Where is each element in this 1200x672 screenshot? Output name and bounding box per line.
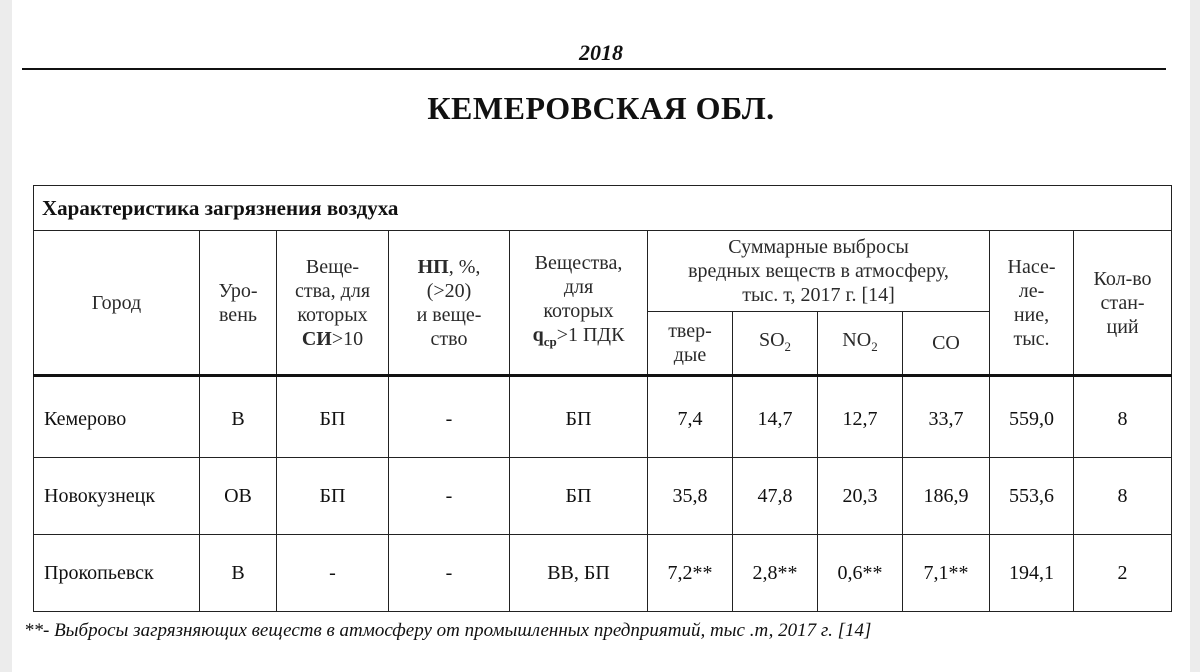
footnote: **- Выбросы загрязняющих веществ в атмосферу от промышленных предприятий, тыс .т, 2017 г. [14] <box>24 620 872 641</box>
cell-solid: 7,2** <box>648 535 733 612</box>
cell-np: - <box>389 458 510 535</box>
cell-so2: 47,8 <box>733 458 818 535</box>
header-so2-text: SO <box>758 328 785 351</box>
cell-population: 553,6 <box>990 458 1074 535</box>
header-co: CO <box>903 312 990 376</box>
header-city: Город <box>34 231 200 376</box>
cell-no2: 20,3 <box>818 458 903 535</box>
cell-city: Кемерово <box>34 376 200 458</box>
header-si <box>277 231 389 376</box>
cell-level: В <box>200 376 277 458</box>
header-population: Насе- ле- ние, тыс. <box>990 231 1074 376</box>
header-np <box>389 231 510 376</box>
cell-stations: 8 <box>1074 376 1172 458</box>
header-si-text: Веще- ства, для которых <box>294 255 371 326</box>
cell-q: ВВ, БП <box>510 535 648 612</box>
cell-no2: 12,7 <box>818 376 903 458</box>
cell-solid: 35,8 <box>648 458 733 535</box>
table-caption: Характеристика загрязнения воздуха <box>34 186 1172 231</box>
air-pollution-table <box>33 185 1172 612</box>
table-row <box>34 376 1172 458</box>
header-q-sub: ср <box>543 334 557 349</box>
cell-city: Новокузнецк <box>34 458 200 535</box>
cell-q: БП <box>510 376 648 458</box>
header-so2-sub: 2 <box>784 338 792 354</box>
header-so2 <box>733 312 818 376</box>
header-no2-sub: 2 <box>871 338 878 354</box>
header-np-bold: НП <box>417 255 449 278</box>
cell-level: В <box>200 535 277 612</box>
cell-no2: 0,6** <box>818 535 903 612</box>
cell-population: 194,1 <box>990 535 1074 612</box>
header-rule <box>22 68 1166 70</box>
header-no2-text: NO <box>842 328 872 351</box>
cell-population: 559,0 <box>990 376 1074 458</box>
cell-so2: 2,8** <box>733 535 818 612</box>
region-title: КЕМЕРОВСКАЯ ОБЛ. <box>427 90 775 126</box>
header-stations: Кол-во стан- ций <box>1074 231 1172 376</box>
header-q <box>510 231 648 376</box>
cell-so2: 14,7 <box>733 376 818 458</box>
header-solid: твер- дые <box>648 312 733 376</box>
cell-si: БП <box>277 458 389 535</box>
cell-np: - <box>389 376 510 458</box>
header-q-text: Вещества, для которых <box>534 252 623 322</box>
cell-solid: 7,4 <box>648 376 733 458</box>
document-page <box>12 0 1190 672</box>
year-heading: 2018 <box>579 40 623 65</box>
header-no2 <box>818 312 903 376</box>
header-emissions: Суммарные выбросы вредных веществ в атмосферу, тыс. т, 2017 г. [14] <box>648 231 990 312</box>
cell-co: 7,1** <box>903 535 990 612</box>
cell-co: 186,9 <box>903 458 990 535</box>
cell-si: БП <box>277 376 389 458</box>
cell-np: - <box>389 535 510 612</box>
cell-city: Прокопьевск <box>34 535 200 612</box>
table-row <box>34 535 1172 612</box>
header-q-suffix: >1 ПДК <box>556 324 625 346</box>
header-q-bold: q <box>532 324 544 346</box>
header-np-text: , %, (>20) и веще- ство <box>416 255 482 350</box>
header-si-bold: СИ <box>301 327 332 350</box>
table-row <box>34 458 1172 535</box>
cell-si: - <box>277 535 389 612</box>
cell-co: 33,7 <box>903 376 990 458</box>
cell-stations: 2 <box>1074 535 1172 612</box>
header-level: Уро- вень <box>200 231 277 376</box>
header-si-suffix: >10 <box>331 327 364 350</box>
cell-level: ОВ <box>200 458 277 535</box>
cell-q: БП <box>510 458 648 535</box>
cell-stations: 8 <box>1074 458 1172 535</box>
